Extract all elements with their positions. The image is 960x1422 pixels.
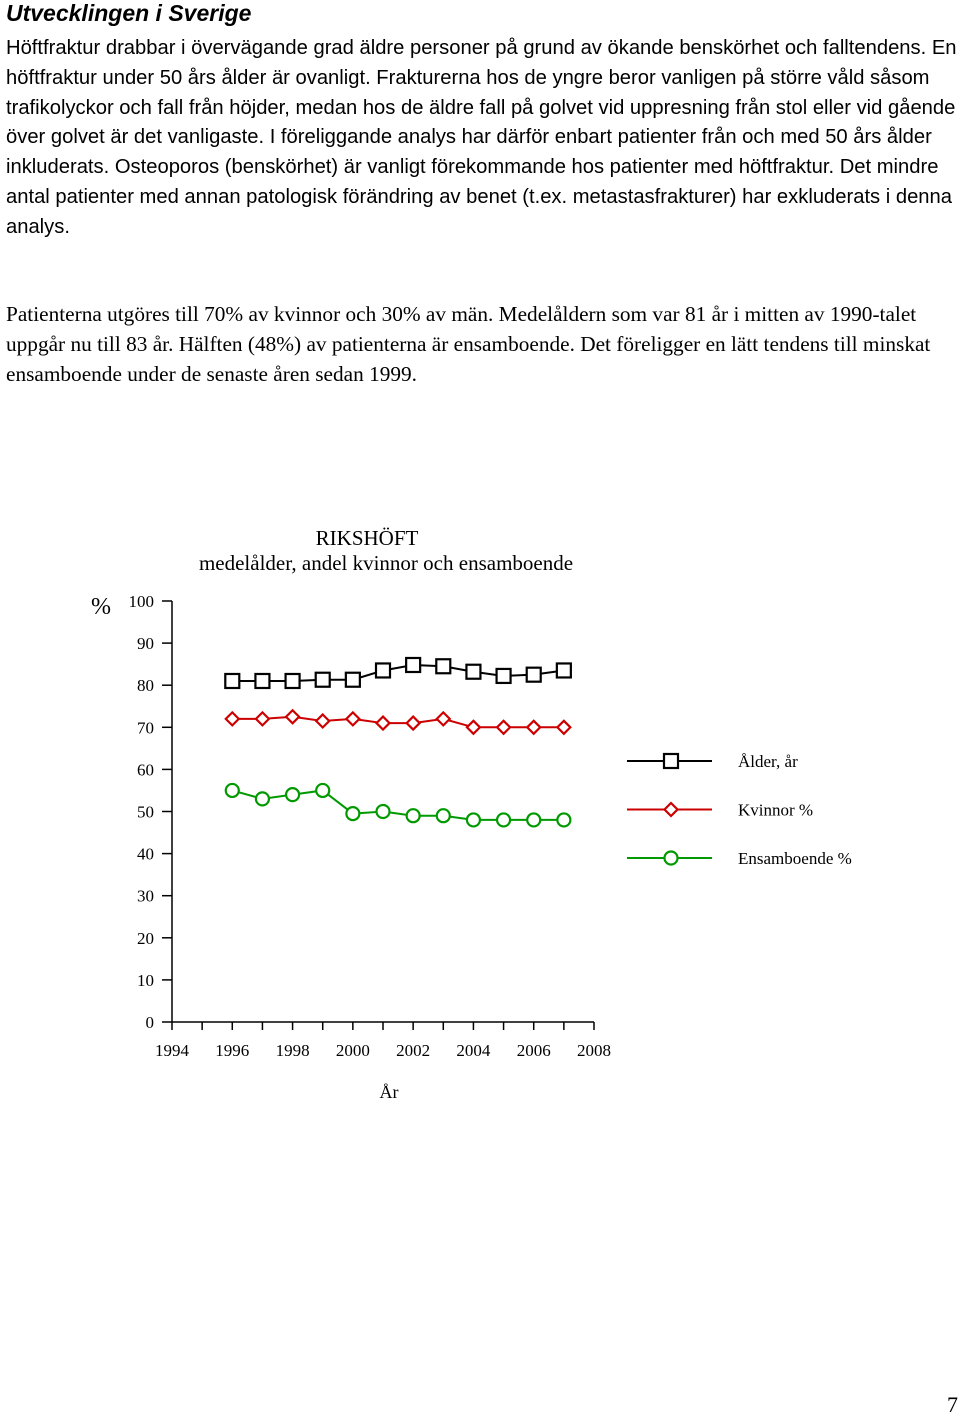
legend-label: Ålder, år [738,752,798,771]
x-axis-label: År [379,1082,399,1102]
y-tick-label: 70 [137,718,154,738]
x-tick-label: 2004 [456,1041,491,1060]
data-point [376,663,390,677]
data-point [406,658,420,672]
series-line [232,717,564,728]
x-tick-label: 1996 [215,1041,250,1060]
x-tick-label: 2006 [516,1041,551,1060]
data-point [497,669,511,683]
legend-label: Ensamboende % [738,849,852,868]
data-point [346,712,359,725]
y-tick-label: 40 [137,844,154,864]
series-line [232,790,564,819]
paragraph-demographics: Patienterna utgöres till 70% av kvinnor och 30% av män. Medelåldern som var 81 år i mitten av 1990-talet uppgår nu till 83 år. Hälften (48%) av patienterna är ensamboende. Det föreligger en lätt tendens till minskat ensamboende under de senaste åren sedan 1999. [6,302,931,386]
x-tick-label: 1998 [275,1041,310,1060]
data-point [256,792,269,805]
data-point [467,813,480,826]
data-point [497,721,510,734]
legend-label: Kvinnor % [738,800,814,820]
data-point [527,813,540,826]
chart-title: RIKSHÖFT [315,526,419,550]
x-tick-label: 2008 [577,1041,611,1060]
page-number: 7 [947,1392,958,1417]
rikshoft-line-chart [0,500,960,1120]
data-point [466,665,480,679]
legend-marker [665,852,678,865]
data-point [377,717,390,730]
axes [129,592,612,1060]
legend-marker [665,803,678,816]
y-tick-label: 50 [137,802,154,822]
legend [627,752,852,868]
legend-marker [664,754,678,768]
data-point [557,813,570,826]
data-point [436,659,450,673]
data-point [256,712,269,725]
data-point [527,668,541,682]
y-tick-label: 0 [145,1013,154,1032]
series-line [232,665,564,681]
data-point [497,813,510,826]
series-0 [225,658,571,688]
data-point [407,717,420,730]
data-point [377,805,390,818]
legend-item [627,849,852,868]
series-2 [226,784,571,826]
y-axis-label: % [91,594,111,620]
data-point [346,807,359,820]
x-tick-label: 2000 [335,1041,370,1060]
data-point [437,809,450,822]
chart-subtitle: medelålder, andel kvinnor och ensamboende [198,551,574,575]
data-point [286,710,299,723]
y-tick-label: 10 [137,970,154,990]
legend-item [627,801,813,820]
x-tick-label: 2002 [396,1041,431,1060]
data-point [557,663,571,677]
data-point [255,674,269,688]
y-tick-label: 100 [128,592,154,611]
page-heading: Utvecklingen i Sverige [6,0,252,26]
y-tick-label: 60 [137,760,154,780]
data-point [225,674,239,688]
y-tick-label: 90 [137,634,154,654]
series-lines [225,658,571,826]
legend-item [627,752,798,771]
y-tick-label: 20 [137,928,154,948]
y-tick-label: 80 [137,676,154,696]
data-point [226,712,239,725]
data-point [346,673,360,687]
data-point [437,712,450,725]
data-point [286,788,299,801]
series-1 [226,710,571,734]
data-point [316,673,330,687]
y-tick-label: 30 [137,886,154,906]
data-point [557,721,570,734]
data-point [286,674,300,688]
data-point [527,721,540,734]
data-point [467,721,480,734]
data-point [316,784,329,797]
paragraph-intro: Höftfraktur drabbar i övervägande grad äldre personer på grund av ökande benskörhet och falltendens. En höftfraktur under 50 års ålder är ovanligt. Frakturerna hos de yngre beror vanligen på större våld såsom trafikolyckor och fall från höjder, medan hos de äldre fall på golvet vid uppresning från stol eller vid gående över golvet är det vanligaste. I föreliggande analys har därför enbart patienter från och med 50 års ålder inkluderats. Osteoporos (benskörhet) är vanligt förekommande hos patienter med höftfraktur. Det mindre antal patienter med annan patologisk förändring av benet (t.ex. metastasfrakturer) har exkluderats i denna analys. [6,37,957,238]
data-point [407,809,420,822]
data-point [316,714,329,727]
data-point [226,784,239,797]
x-tick-label: 1994 [155,1041,189,1060]
